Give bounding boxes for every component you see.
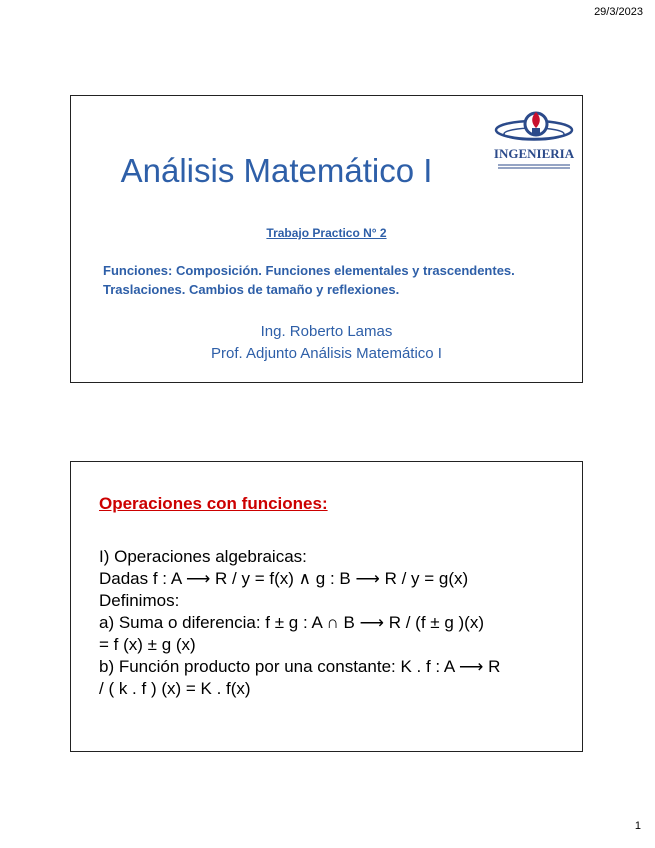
assignment-label: Trabajo Practico N° 2	[266, 226, 387, 240]
topics-line: Funciones: Composición. Funciones elementales y trascendentes.	[103, 263, 515, 278]
body-line: I) Operaciones algebraicas:	[99, 547, 307, 566]
topics-line: Traslaciones. Cambios de tamaño y reflexiones.	[103, 282, 400, 297]
faculty-logo-icon	[492, 104, 576, 174]
body-line: b) Función producto por una constante: K . f : A ⟶ R	[99, 657, 501, 676]
body-line: / ( k . f ) (x) = K . f(x)	[99, 679, 251, 698]
page-number: 1	[634, 820, 641, 832]
logo-wordmark: INGENIERIA	[493, 146, 575, 161]
page-date: 29/3/2023	[594, 6, 643, 18]
slide-title: Análisis Matemático I	[120, 152, 433, 189]
slide-heading: Operaciones con funciones:	[99, 494, 328, 513]
body-line: = f (x) ± g (x)	[99, 635, 196, 654]
body-line: Dadas f : A ⟶ R / y = f(x) ∧ g : B ⟶ R / y = g(x)	[99, 569, 469, 588]
body-line: a) Suma o diferencia: f ± g : A ∩ B ⟶ R / (f ± g )(x)	[99, 613, 484, 632]
author-block	[71, 321, 582, 365]
author-name: Ing. Roberto Lamas	[260, 323, 393, 340]
title-slide	[70, 95, 583, 383]
content-slide	[70, 461, 583, 752]
body-line: Definimos:	[99, 591, 180, 610]
slide-body	[99, 546, 566, 700]
author-role: Prof. Adjunto Análisis Matemático I	[211, 345, 442, 362]
topics	[103, 261, 572, 299]
